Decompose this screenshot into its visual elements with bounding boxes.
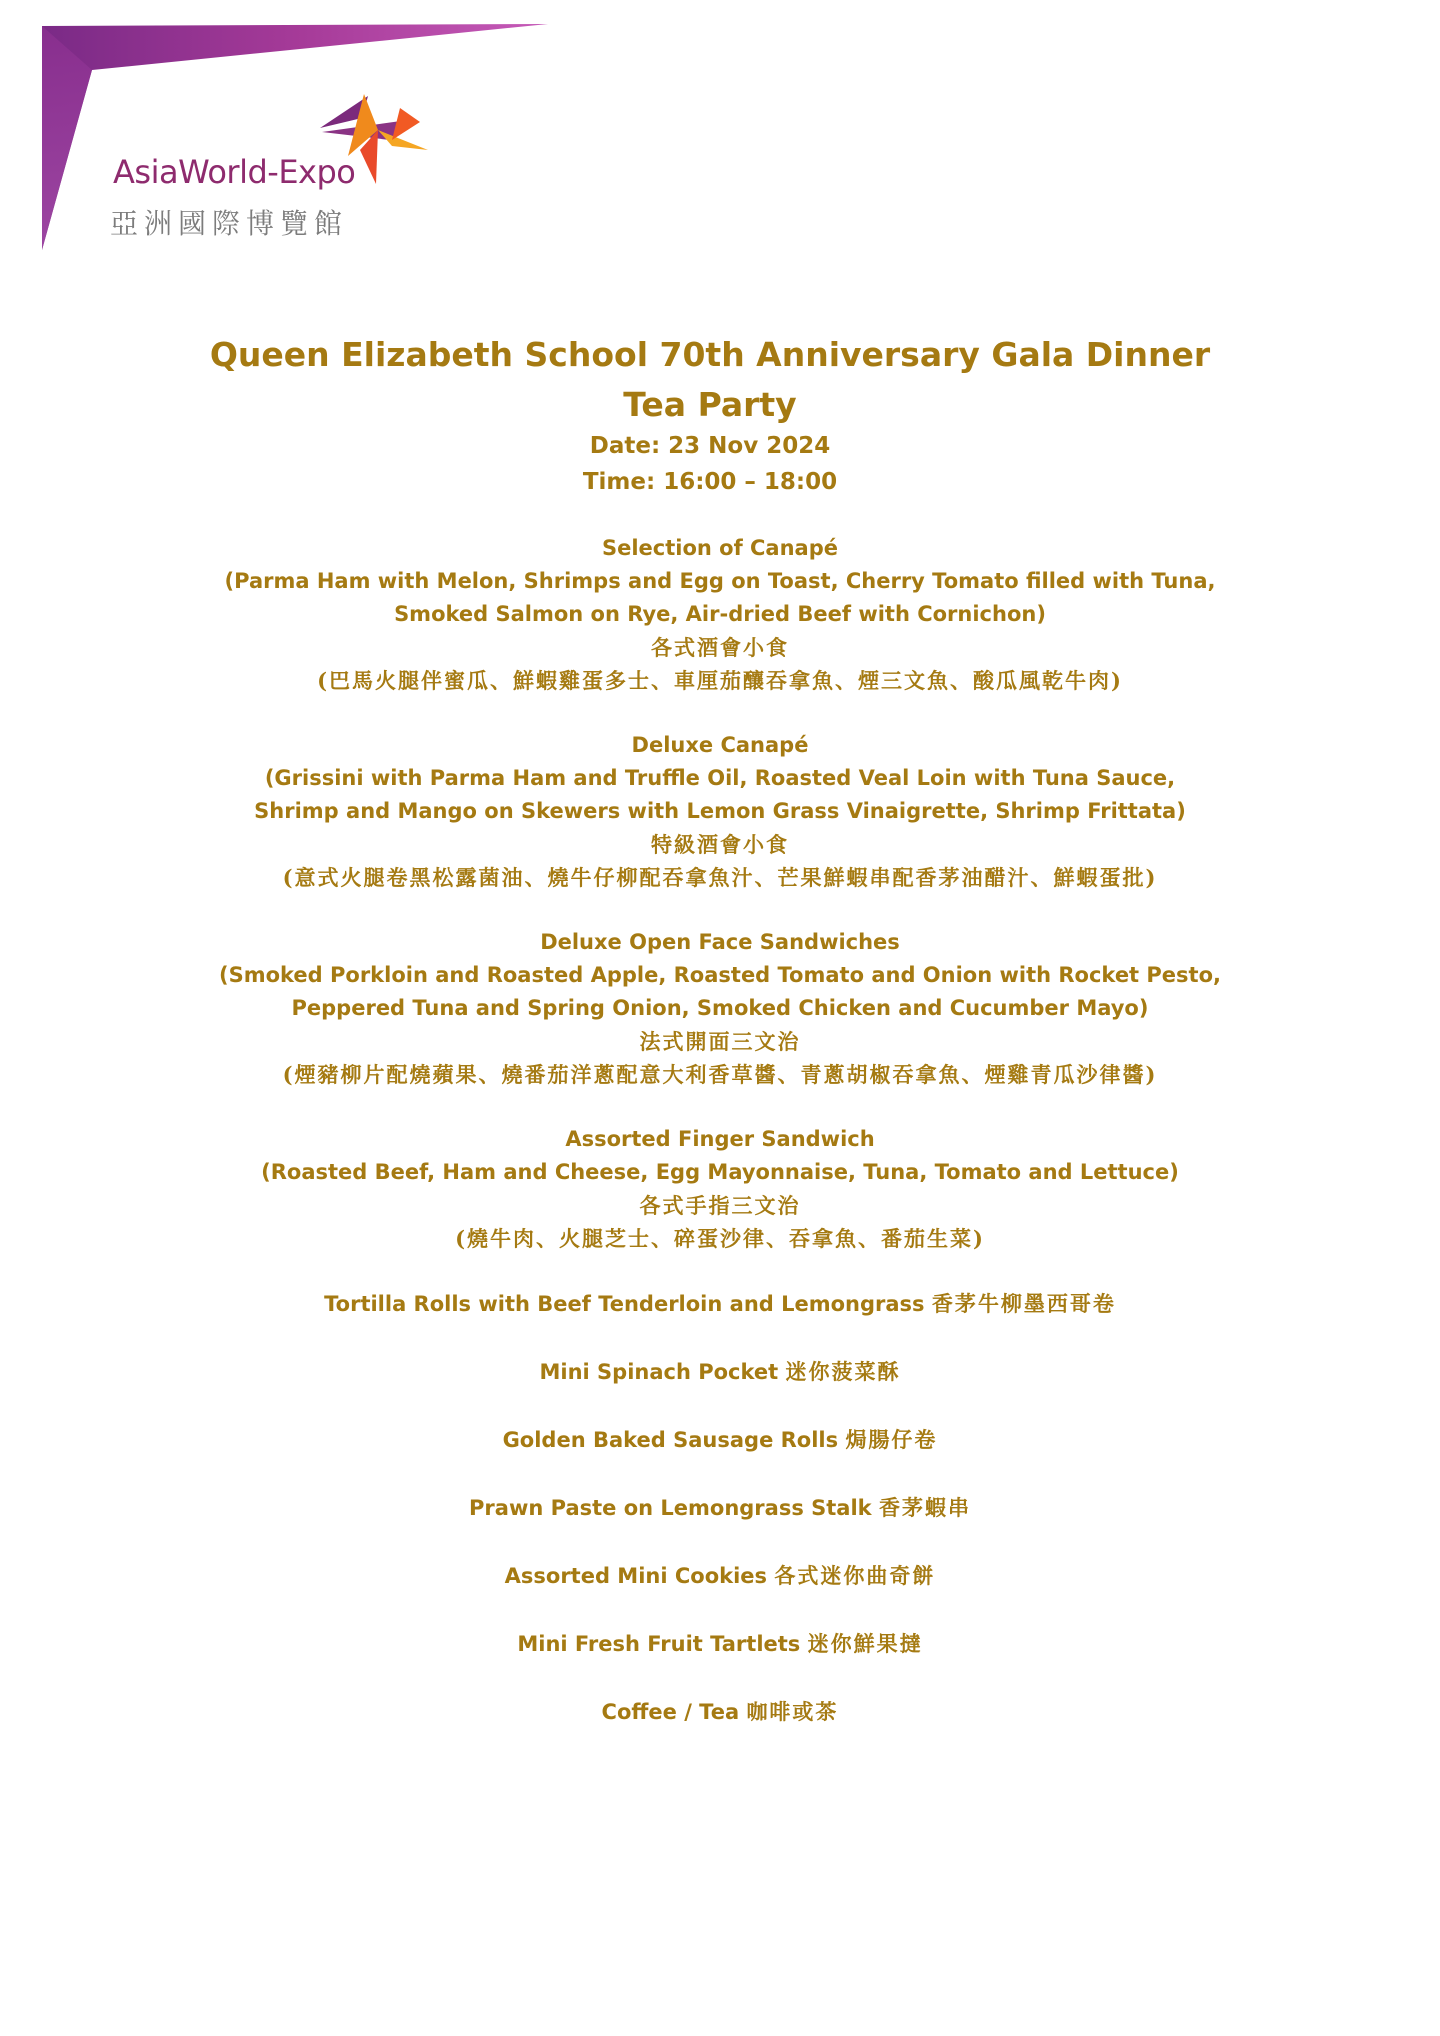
section-name-en: Deluxe Open Face Sandwiches: [540, 930, 900, 954]
section-desc-en: (Smoked Porkloin and Roasted Apple, Roasted Tomato and Onion with Rocket Pesto,: [218, 963, 1221, 987]
menu-item-zh: 焗腸仔卷: [845, 1427, 938, 1452]
section-desc-en: (Grissini with Parma Ham and Truffle Oil, Roasted Veal Loin with Tuna Sauce,: [264, 766, 1176, 790]
menu-item-en: Golden Baked Sausage Rolls: [502, 1428, 839, 1452]
menu-item: [0, 1491, 1440, 1525]
section-name-zh: 各式酒會小食: [651, 635, 789, 660]
section-desc-zh: (巴馬火腿伴蜜瓜、鮮蝦雞蛋多士、車厘茄釀吞拿魚、煙三文魚、酸瓜風乾牛肉): [317, 668, 1123, 693]
section-name-zh: 法式開面三文治: [639, 1029, 801, 1054]
menu-section: [0, 1123, 1440, 1255]
section-desc-zh: (煙豬柳片配燒蘋果、燒番茄洋蔥配意大利香草醬、青蔥胡椒吞拿魚、煙雞青瓜沙律醬): [282, 1062, 1158, 1087]
section-desc-en: Peppered Tuna and Spring Onion, Smoked Chicken and Cucumber Mayo): [291, 996, 1149, 1020]
section-desc-en: Shrimp and Mango on Skewers with Lemon Grass Vinaigrette, Shrimp Frittata): [254, 799, 1186, 823]
event-title: Queen Elizabeth School 70th Anniversary Gala Dinner: [209, 335, 1211, 374]
asiaworld-expo-logo: [0, 0, 560, 260]
section-desc-en: Smoked Salmon on Rye, Air-dried Beef with Cornichon): [394, 602, 1046, 626]
section-desc-en: (Roasted Beef, Ham and Cheese, Egg Mayonnaise, Tuna, Tomato and Lettuce): [261, 1160, 1179, 1184]
menu-item-en: Prawn Paste on Lemongrass Stalk: [469, 1496, 872, 1520]
event-subtitle: Tea Party: [623, 385, 797, 424]
event-time: Time: 16:00 – 18:00: [582, 469, 838, 495]
section-name-zh: 各式手指三文治: [639, 1193, 801, 1218]
menu-item: [0, 1287, 1440, 1321]
menu-section: [0, 926, 1440, 1091]
menu-item: [0, 1695, 1440, 1729]
menu-item-zh: 香茅牛柳墨西哥卷: [931, 1291, 1116, 1316]
menu-item-en: Coffee / Tea: [601, 1700, 740, 1724]
menu-item-zh: 迷你菠菜酥: [785, 1359, 901, 1384]
menu-item-zh: 咖啡或茶: [746, 1699, 839, 1724]
menu-item: [0, 1423, 1440, 1457]
event-title-block: [0, 330, 1430, 430]
menu-item-en: Mini Fresh Fruit Tartlets: [517, 1632, 801, 1656]
menu-item-en: Tortilla Rolls with Beef Tenderloin and Lemongrass: [324, 1292, 925, 1316]
section-desc-en: (Parma Ham with Melon, Shrimps and Egg on Toast, Cherry Tomato filled with Tuna,: [224, 569, 1216, 593]
menu-item-zh: 迷你鮮果撻: [807, 1631, 923, 1656]
section-name-en: Assorted Finger Sandwich: [565, 1127, 875, 1151]
menu-item-zh: 各式迷你曲奇餅: [774, 1563, 936, 1588]
menu-item: [0, 1627, 1440, 1661]
menu-item-en: Assorted Mini Cookies: [504, 1564, 768, 1588]
section-desc-zh: (燒牛肉、火腿芝士、碎蛋沙律、吞拿魚、番茄生菜): [455, 1226, 985, 1251]
section-name-en: Deluxe Canapé: [631, 733, 809, 757]
logo-text-en: AsiaWorld-Expo: [113, 153, 356, 191]
menu-section: [0, 729, 1440, 894]
section-name-en: Selection of Canapé: [601, 536, 839, 560]
event-meta-block: [0, 428, 1430, 500]
menu-item: [0, 1355, 1440, 1389]
section-desc-zh: (意式火腿卷黑松露菌油、燒牛仔柳配吞拿魚汁、芒果鮮蝦串配香茅油醋汁、鮮蝦蛋批): [282, 865, 1158, 890]
menu-item-zh: 香茅蝦串: [878, 1495, 971, 1520]
logo-text-zh: 亞洲國際博覽館: [110, 207, 349, 240]
menu-item: [0, 1559, 1440, 1593]
menu: [0, 532, 1440, 1763]
event-date: Date: 23 Nov 2024: [589, 433, 831, 459]
menu-section: [0, 532, 1440, 697]
menu-item-en: Mini Spinach Pocket: [539, 1360, 779, 1384]
section-name-zh: 特級酒會小食: [651, 832, 789, 857]
